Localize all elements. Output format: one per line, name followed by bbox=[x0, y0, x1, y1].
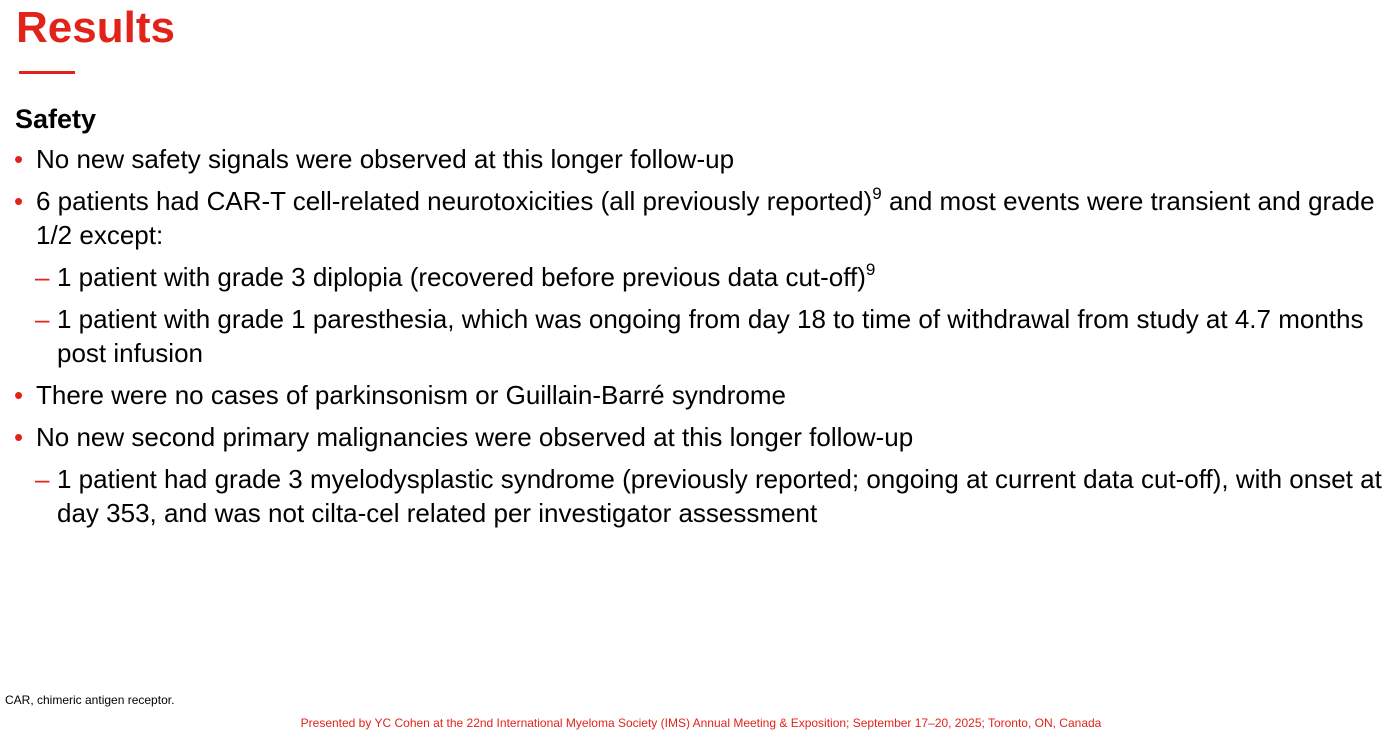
bullet-item bbox=[0, 378, 1388, 412]
bullet-text: 6 patients had CAR-T cell-related neurotoxicities (all previously reported) bbox=[36, 186, 873, 216]
sub-bullet-marker: – bbox=[35, 262, 50, 292]
bullet-marker: • bbox=[14, 380, 24, 410]
bullet-list bbox=[0, 142, 1388, 538]
reference-superscript: 9 bbox=[872, 184, 882, 203]
section-heading: Safety bbox=[15, 104, 97, 134]
slide-title: Results bbox=[16, 3, 175, 52]
sub-bullet-marker: – bbox=[35, 464, 50, 494]
sub-bullet-marker: – bbox=[35, 304, 50, 334]
abbreviation-footnote: CAR, chimeric antigen receptor. bbox=[5, 693, 175, 707]
sub-bullet-item bbox=[0, 302, 1388, 370]
title-underline bbox=[19, 71, 75, 74]
bullet-text: There were no cases of parkinsonism or Guillain-Barré syndrome bbox=[36, 380, 786, 410]
bullet-text: No new safety signals were observed at this longer follow-up bbox=[36, 144, 735, 174]
reference-superscript: 9 bbox=[865, 260, 876, 279]
sub-bullet-text: 1 patient had grade 3 myelodysplastic syndrome (previously reported; ongoing at current data cut-off), with onset at day 353, and was not cilta-cel related per investigator assessment bbox=[57, 464, 1382, 528]
sub-bullet-item bbox=[0, 260, 1388, 294]
bullet-item bbox=[0, 184, 1388, 252]
bullet-text: No new second primary malignancies were observed at this longer follow-up bbox=[36, 422, 914, 452]
sub-bullet-text: 1 patient with grade 3 diplopia (recovered before previous data cut-off) bbox=[57, 262, 866, 292]
bullet-item bbox=[0, 142, 1388, 176]
bullet-marker: • bbox=[14, 144, 24, 174]
sub-bullet-item bbox=[0, 462, 1388, 530]
bullet-item bbox=[0, 420, 1388, 454]
bullet-marker: • bbox=[14, 186, 24, 216]
bullet-text-continued: and most events were transient and grade 1/2 except: bbox=[36, 186, 1375, 250]
presenter-credit: Presented by YC Cohen at the 22nd International Myeloma Society (IMS) Annual Meeting & Exposition; September 17–20, 2025; Toronto, ON, Canada bbox=[300, 716, 1102, 730]
sub-bullet-text: 1 patient with grade 1 paresthesia, which was ongoing from day 18 to time of withdrawal from study at 4.7 months post infusion bbox=[57, 304, 1364, 368]
bullet-marker: • bbox=[14, 422, 24, 452]
